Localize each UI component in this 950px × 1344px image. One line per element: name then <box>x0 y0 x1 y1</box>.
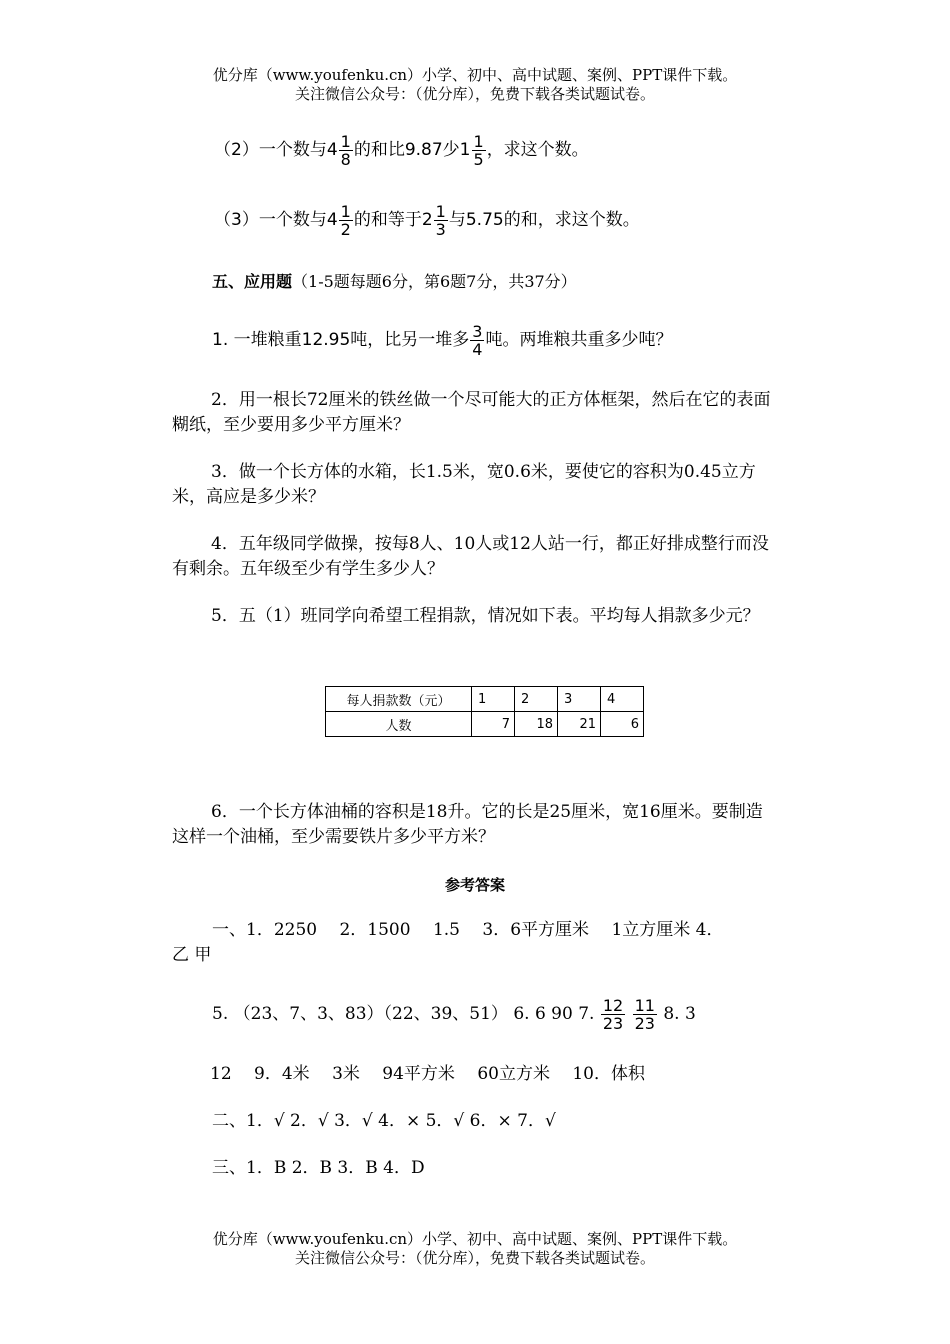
question-2-text-b: 的和比9.87少1 <box>353 140 471 160</box>
problem-6: 6．一个长方体油桶的容积是18升。它的长是25厘米，宽16厘米。要制造这样一个油桶，至少需要铁片多少平方米？ <box>172 802 763 847</box>
fraction-1-2 <box>339 203 353 238</box>
header-line-1: 优分库（www.youfenku.cn）小学、初中、高中试题、案例、PPT课件下载。 <box>212 66 738 84</box>
numerator: 3 <box>472 321 483 341</box>
question-3 <box>214 200 640 240</box>
table-cell: 21 <box>558 712 601 737</box>
question-2-text-a: （2）一个数与4 <box>214 140 338 160</box>
answer-5-text-pre: 5. （23、7、3、83）（22、39、51） 6. 6 90 7. <box>212 1004 595 1024</box>
denominator: 3 <box>435 219 446 239</box>
table-row <box>326 687 644 712</box>
problem-4: 4．五年级同学做操，按每8人、10人或12人站一行，都正好排成整行而没有剩余。五年级至少有学生多少人？ <box>172 534 769 579</box>
question-2-text-c: ，求这个数。 <box>486 140 589 160</box>
table-cell: 4 <box>601 687 644 712</box>
header-line-2: 关注微信公众号：（优分库），免费下载各类试题试卷。 <box>294 85 655 103</box>
fraction-1-3 <box>434 203 448 238</box>
problem-2: 2．用一根长72厘米的铁丝做一个尽可能大的正方体框架，然后在它的表面糊纸，至少要用多少平方厘米？ <box>172 390 771 435</box>
denominator: 8 <box>340 149 351 169</box>
donation-table <box>325 686 644 737</box>
problem-5: 5．五（1）班同学向希望工程捐款，情况如下表。平均每人捐款多少元？ <box>211 606 760 626</box>
denominator: 23 <box>634 1014 655 1033</box>
numerator: 1 <box>340 201 351 221</box>
numerator: 12 <box>602 996 624 1015</box>
table-header-cell: 每人捐款数（元） <box>326 687 472 712</box>
fraction-11-23 <box>633 997 657 1032</box>
problem-1-text-a: 1. 一堆粮重12.95吨，比另一堆多 <box>212 330 470 350</box>
answer-2-line: 二、1．√ 2．√ 3．√ 4．× 5．√ 6．× 7．√ <box>212 1111 556 1131</box>
denominator: 2 <box>340 219 351 239</box>
denominator: 4 <box>472 339 483 359</box>
answer-12-line: 12 9．4米 3米 94平方米 60立方米 10．体积 <box>210 1064 645 1084</box>
answer-3-line: 三、1．B 2．B 3．B 4．D <box>212 1158 425 1178</box>
numerator: 1 <box>435 201 446 221</box>
question-3-text-b: 的和等于2 <box>353 210 433 230</box>
table-cell: 7 <box>472 712 515 737</box>
table-cell: 1 <box>472 687 515 712</box>
section-5-note: （1-5题每题6分，第6题7分，共37分） <box>292 272 577 291</box>
fraction-12-23 <box>601 997 625 1032</box>
problem-1 <box>212 320 672 360</box>
fraction-1-8 <box>339 133 353 168</box>
denominator: 5 <box>473 149 484 169</box>
numerator: 1 <box>473 131 484 151</box>
answer-1-line-1: 一、1．2250 2．1500 1.5 3．6平方厘米 1立方厘米 4． <box>212 920 724 940</box>
denominator: 23 <box>602 1014 624 1033</box>
question-2 <box>214 130 589 170</box>
table-header-cell: 人数 <box>326 712 472 737</box>
question-3-text-c: 与5.75的和，求这个数。 <box>448 210 640 230</box>
table-cell: 2 <box>515 687 558 712</box>
section-5-heading <box>212 270 577 294</box>
table-cell: 18 <box>515 712 558 737</box>
question-3-text-a: （3）一个数与4 <box>214 210 338 230</box>
fraction-3-4 <box>470 323 484 358</box>
answers-title: 参考答案 <box>444 876 505 894</box>
problem-1-text-b: 吨。两堆粮共重多少吨？ <box>485 330 673 350</box>
numerator: 1 <box>340 131 351 151</box>
answer-5-line <box>212 994 696 1034</box>
table-cell: 3 <box>558 687 601 712</box>
fraction-1-5 <box>472 133 486 168</box>
problem-3: 3．做一个长方体的水箱，长1.5米，宽0.6米，要使它的容积为0.45立方米，高应是多少米？ <box>172 462 756 507</box>
footer-line-2: 关注微信公众号：（优分库），免费下载各类试题试卷。 <box>294 1249 655 1267</box>
table-cell: 6 <box>601 712 644 737</box>
section-5-title: 五、应用题 <box>212 272 293 291</box>
numerator: 11 <box>634 996 655 1015</box>
footer-line-1: 优分库（www.youfenku.cn）小学、初中、高中试题、案例、PPT课件下载。 <box>212 1230 738 1248</box>
answer-1-line-2: 乙 甲 <box>172 945 212 965</box>
answer-5-text-post: 8. 3 <box>663 1004 696 1024</box>
table-row <box>326 712 644 737</box>
